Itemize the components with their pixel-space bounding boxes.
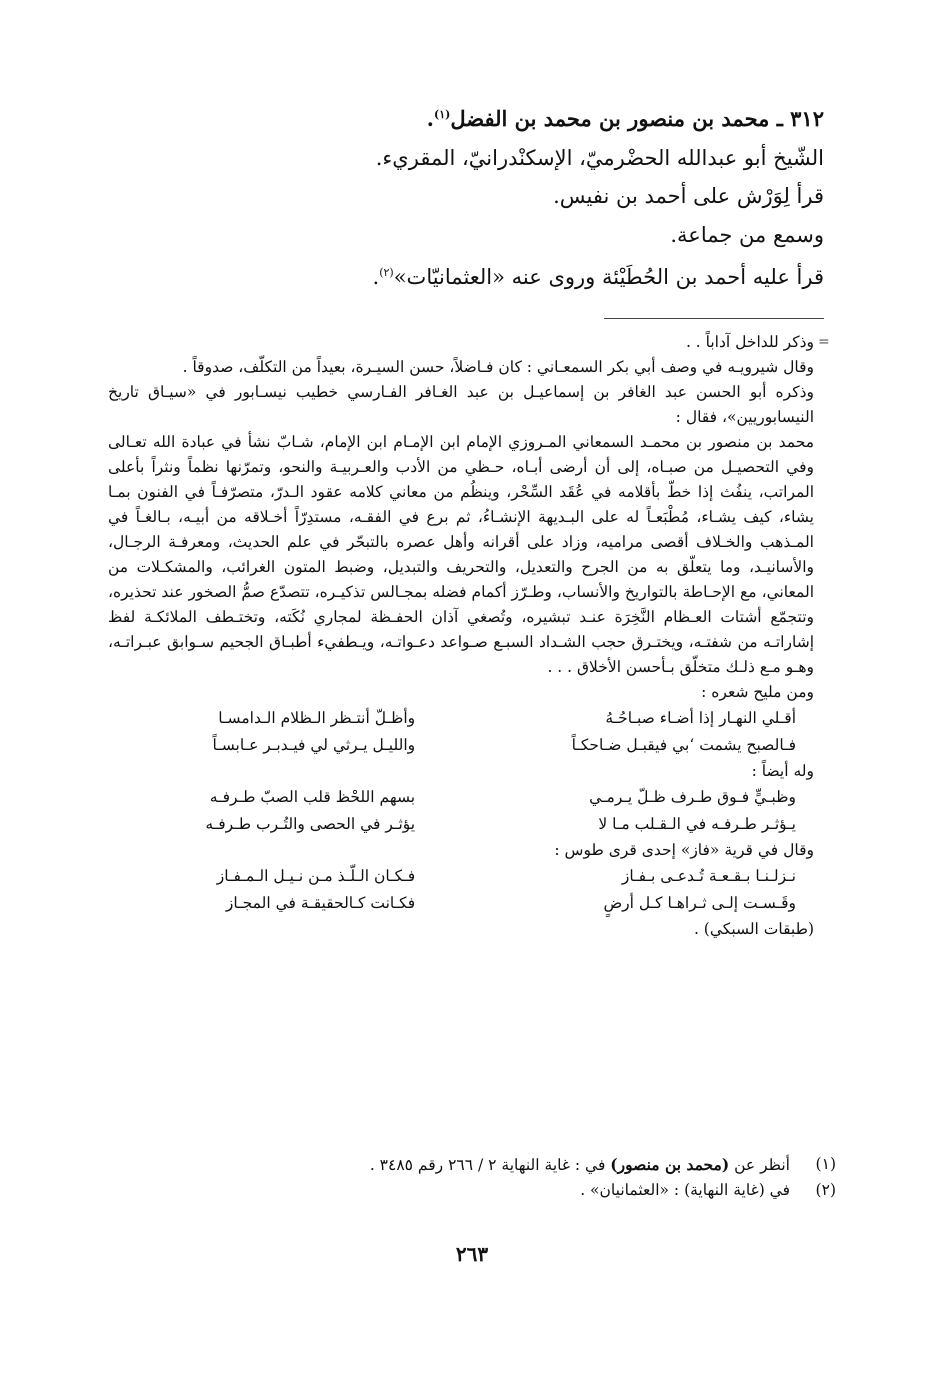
hemistich-first: يـؤثـر طـرفـه في الـقـلب مـا لا [598,815,796,833]
entry-line: وسمع من جماعة. [670,222,824,247]
hemistich-first: وقَـسـت إلـى ثـراهـا كـل أرضٍ [603,894,796,912]
biography-entry [264,96,824,297]
entry-heading-end: . [426,106,434,131]
footnote-1 [106,1152,836,1178]
page-number: ٢٦٣ [455,1242,489,1266]
footnote-ref-2[interactable]: (٢) [379,266,394,279]
verse-line [108,863,814,890]
footnote-separator [604,318,824,319]
poem [108,784,814,838]
footnote-text [106,1152,790,1178]
hemistich-second: بسهم اللحْظ قلب الصبّ طـرفـه [209,788,416,806]
hemistich-first: أقـلي النهـار إذا أضـاء صبـاحُـهُ [605,709,796,727]
verse-line [108,705,814,732]
continued-footnote-text [108,330,814,942]
footnote-2 [106,1178,836,1203]
continuation-marker: = [818,334,830,350]
poem [108,705,814,759]
entry-line: الشّيخ أبو عبدالله الحضْرميّ، الإسكنْدرانيّ، المقريء. [375,145,824,170]
poem-intro: وله أيضاً : [751,762,814,780]
entry-last-text: قرأ عليه أحمد بن الحُطَيْئة وروى عنه «العثمانيّات» [393,265,824,289]
paragraph: وذكر للداخل آداباً . . [685,333,814,351]
entry-heading-text: ٣١٢ ـ محمد بن منصور بن محمد بن الفضل [450,106,824,131]
paragraph: وذكره أبو الحسن عبد الغافر بن إسماعيـل بن عبد الغـافر الفـارسي خطيب نيسـابور في «سيـاق تاريخ النيسابوريين»، فقال : [108,383,814,426]
footnotes [106,1152,836,1203]
footnote-text-pre: أنظر عن [729,1156,790,1174]
footnote-number: (١) [815,1155,836,1173]
hemistich-second: والليـل يـرثي لي فيـدبـر عـابسـاً [212,736,416,754]
hemistich-first: وظبـيٍّ فـوق طـرف ظـلّ يـرمـي [589,788,796,806]
paragraph: وقال شيرويـه في وصف أبي بكر السمعـاني : كان فـاضلاً، حسن السيـرة، بعيداً من التكلّف، صدوقاً . [182,358,814,376]
footnote-text-post: في : غاية النهاية ٢ / ٢٦٦ رقم ٣٤٨٥ . [369,1156,611,1174]
footnote-text-bold: (محمد بن منصور) [610,1155,730,1174]
hemistich-first: نـزلـنـا بـقـعـة تُـدعـى بـفـاز [621,867,796,885]
entry-heading [264,96,824,139]
verse-line [108,732,814,759]
verse-line [108,784,814,811]
hemistich-second: فـكـان الـلّـذ مـن نـيـل الـمـفـاز [216,867,416,885]
hemistich-second: وأظـلّ أنتـظر الـظلام الـدامسـا [218,709,416,727]
source-citation: (طبقات السبكي) . [693,920,814,938]
footnote-text: في (غاية النهاية) : «العثمانيان» . [580,1181,790,1199]
paragraph: محمد بن منصور بن محمـد السمعاني المـروزي الإمام ابن الإمـام ابن الإمام، شـابّ نشأ في عبادة الله تعـالى وفي التحصيـل من صبـاه، إلى أن أرضى أبـاه، حـظي من الأدب والعـربيـة والنحو، وتمرّنها نظماً ونثراً بأعلى المراتب، ينفُث إذا خطّ بأقلامه في عُقَد السِّحْر، وينظُم من معاني كلامه عقود الـدرّ، متصرّفـاً في الفنون بمـا يشاء، كيف يشـاء، مُطْبَعـاً له على البـديهة الإنشـاءُ، ثم برع في الفقـه، مستدِرّاً أخـلاقه من أبيـه، بـالغـاً في المـذهب والخـلاف أقصى مراميه، وزاد على أقرانه وأهل عصره بالتبحّر في علم الحديث، ومعرفـة الرجـال، والأسانيـد، وما يتعلّق به من الجرح والتعديل، والتحريف والتبديل، وضبط المتون الغرائب، والمشكـلات من المعاني، مع الإحـاطة بالتواريخ والأنساب، وطـرّز أكمام فضله بمجـالس تذكيـره، تتصدّع صمُّ الصخور عند تحذيره، وتتجمّع أشتات العـظام النَّخِرَة عنـد تبشيره، وتُصغي آذان الحفـظة لمجاري نُكَته، وتختـطف الملائكـة لفظ إشاراتـه من شفتـه، ويختـرق حجب الشـداد السبـع صـواعد دعـواتـه، ويـطفيء أطبـاق الجحيم سـوابق عبـراتـه، وهـو مـع ذلـك متخلّق بـأحسن الأخلاق . . . [108,433,814,676]
hemistich-first: فـالصبح يشمت ‘بي فيقبـل ضـاحكـاً [571,736,796,754]
poem-intro: ومن مليح شعره : [701,683,814,701]
verse-line [108,890,814,917]
footnote-number: (٢) [815,1181,836,1199]
entry-line-last [264,254,824,297]
hemistich-second: فكـانت كـالحقيقـة في المجـاز [225,894,416,912]
poem-intro: وقال في قرية «فاز» إحدى قرى طوس : [554,841,814,859]
hemistich-second: يؤثـر في الحصى والتُـرب طـرفـه [205,815,416,833]
entry-line: قرأ لِوَرْش على أحمد بن نفيس. [553,184,824,208]
poem [108,863,814,917]
footnote-ref-1[interactable]: (١) [433,108,451,121]
verse-line [108,811,814,838]
entry-last-end: . [372,265,380,289]
